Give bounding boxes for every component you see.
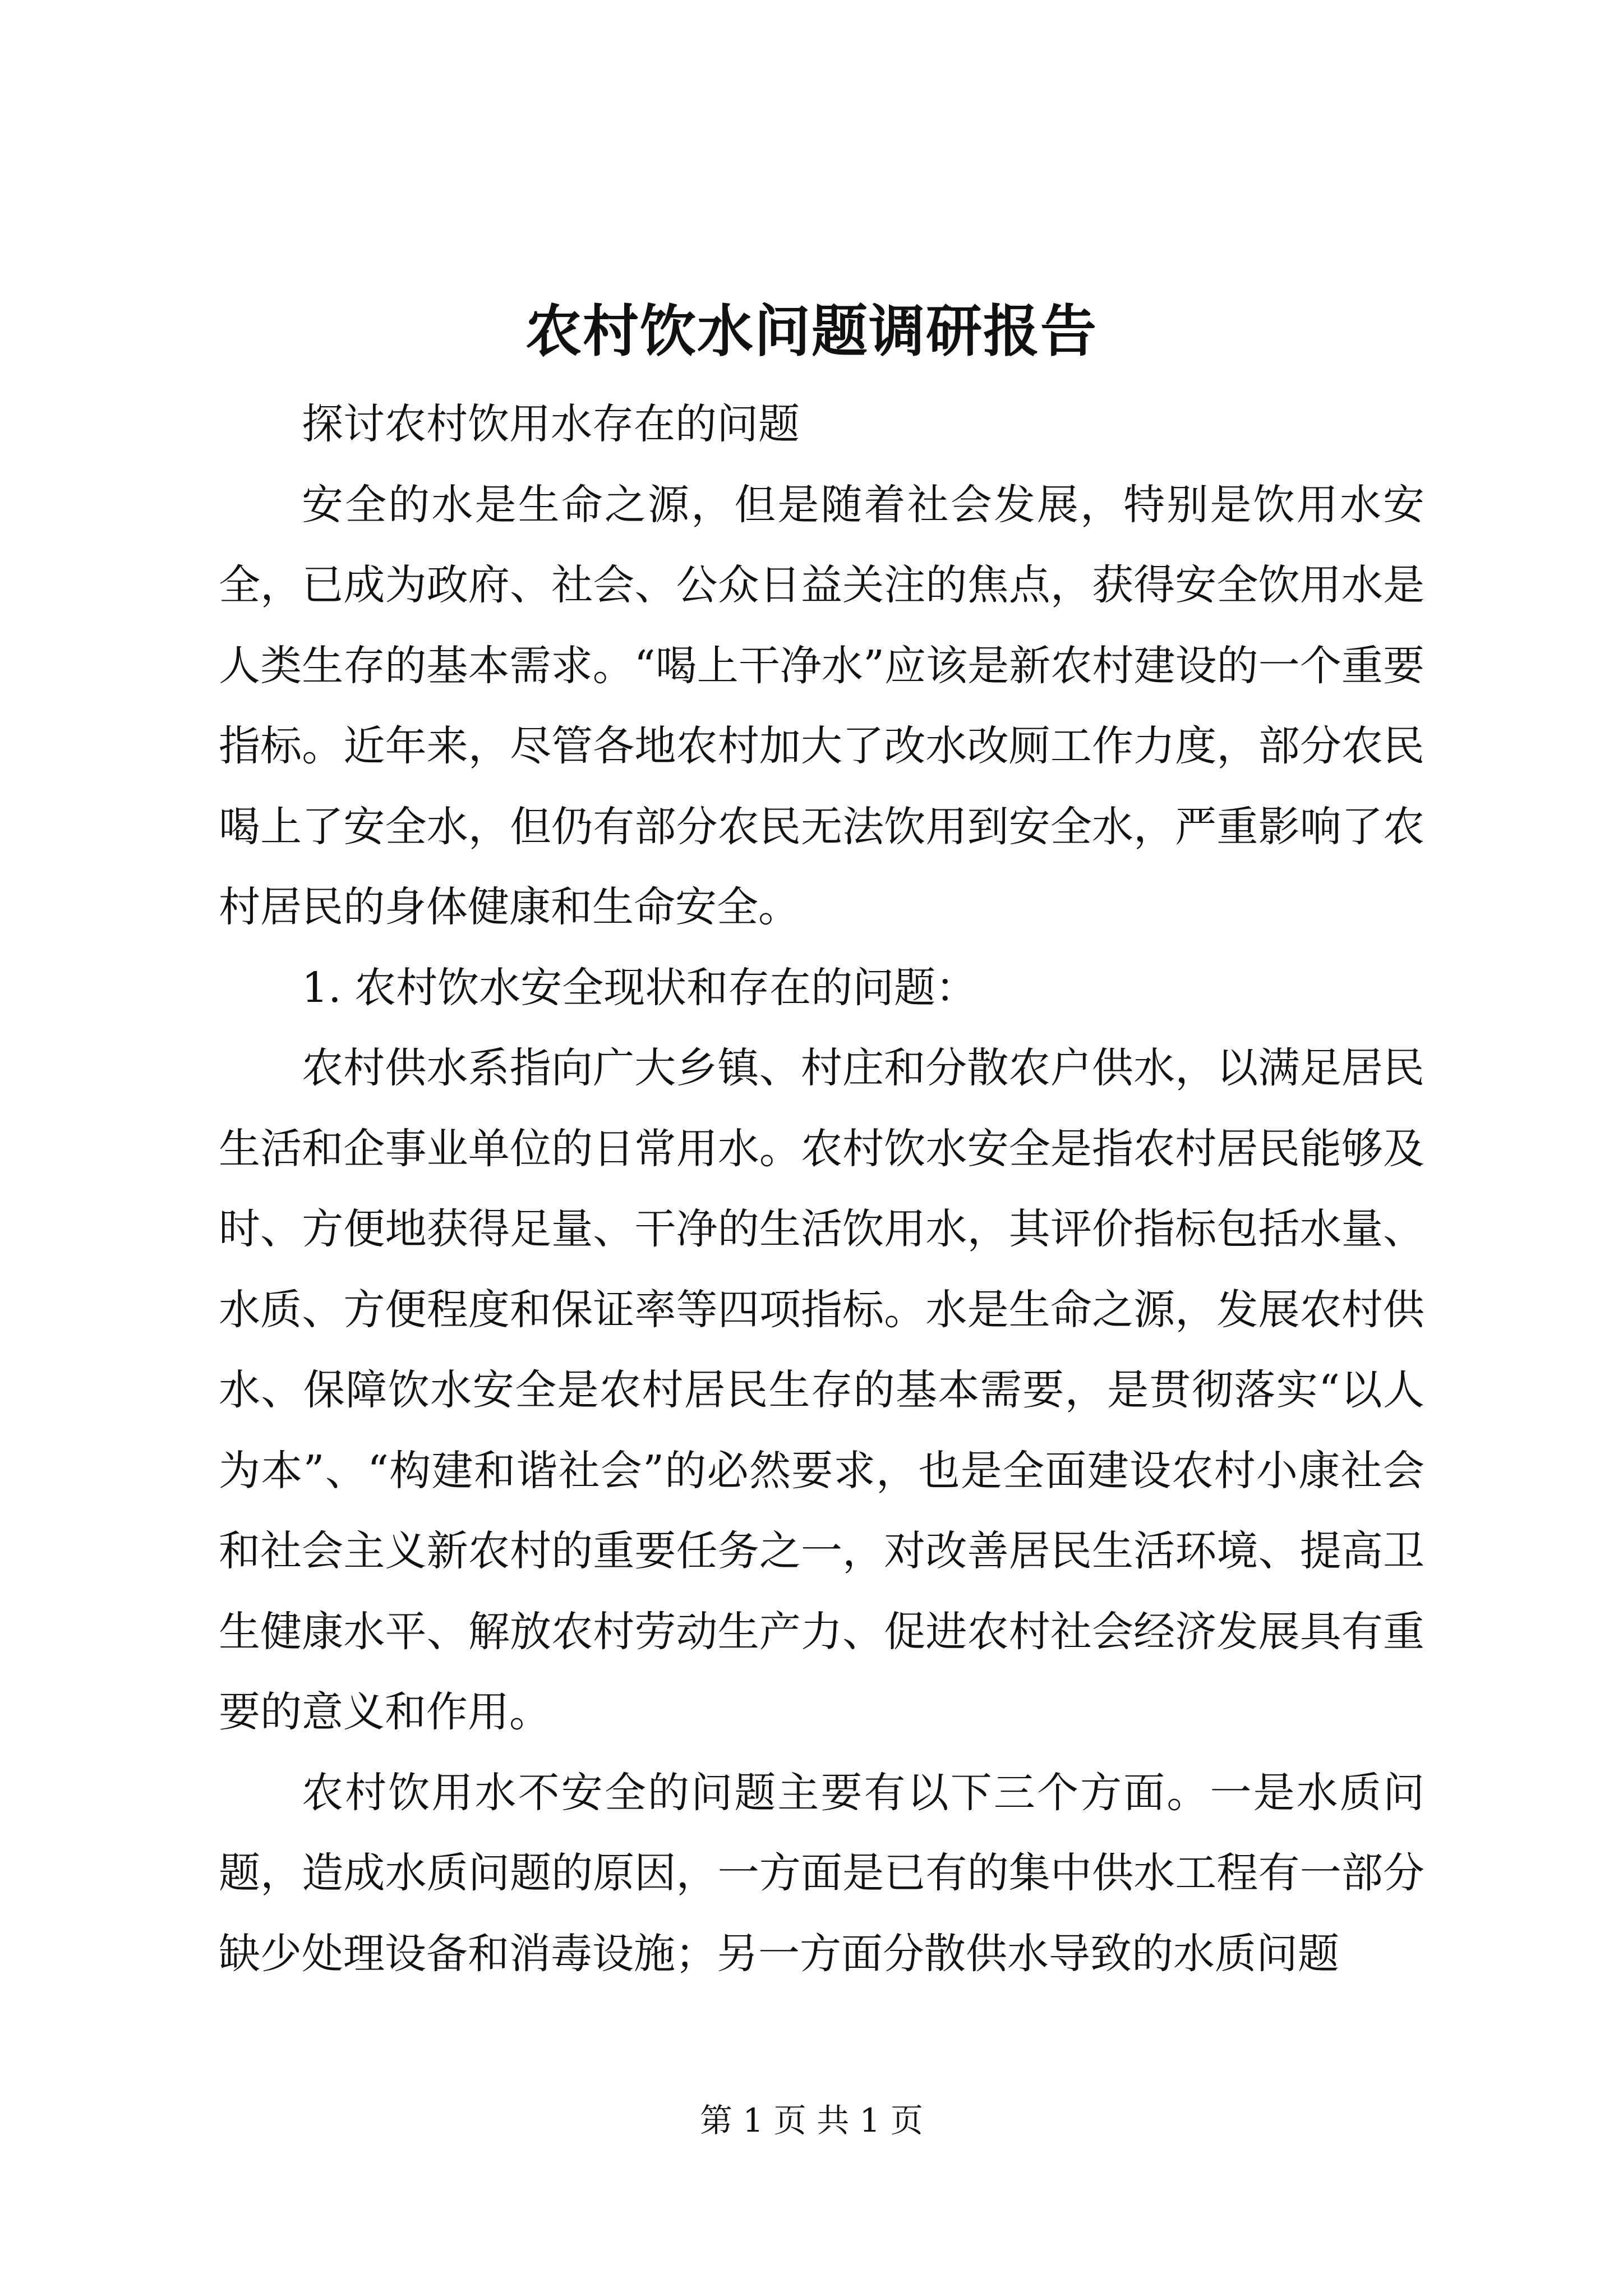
document-title: 农村饮水问题调研报告	[525, 298, 1098, 364]
page-footer: 第 1 页 共 1 页	[700, 2101, 923, 2139]
paragraph-definition: 农村供水系指向广大乡镇、村庄和分散农户供水，以满足居民生活和企事业单位的日常用水。农村饮水安全是指农村居民能够及时、方便地获得足量、干净的生活饮用水，其评价指标包括水量、水质、方便程度和保证率等四项指标。水是生命之源，发展农村供水、保障饮水安全是农村居民生存的基本需要，是贯彻落实“以人为本”、“构建和谐社会”的必然要求，也是全面建设农村小康社会和社会主义新农村的重要任务之一，对改善居民生活环境、提高卫生健康水平、解放农村劳动生产力、促进农村社会经济发展具有重要的意义和作用。	[219, 1044, 1424, 1736]
paragraph-problems: 农村饮用水不安全的问题主要有以下三个方面。一是水质问题，造成水质问题的原因，一方面是已有的集中供水工程有一部分缺少处理设备和消毒设施；另一方面分散供水导致的水质问题	[219, 1768, 1424, 1978]
document-body	[219, 384, 1424, 1994]
paragraph-intro: 安全的水是生命之源，但是随着社会发展，特别是饮用水安全，已成为政府、社会、公众日益关注的焦点，获得安全饮用水是人类生存的基本需求。“喝上干净水”应该是新农村建设的一个重要指标。近年来，尽管各地农村加大了改水改厕工作力度，部分农民喝上了安全水，但仍有部分农民无法饮用到安全水，严重影响了农村居民的身体健康和生命安全。	[219, 480, 1424, 931]
paragraph-section-heading: 1. 农村饮水安全现状和存在的问题：	[302, 963, 978, 1012]
paragraph-subtitle: 探讨农村饮用水存在的问题	[302, 400, 800, 448]
